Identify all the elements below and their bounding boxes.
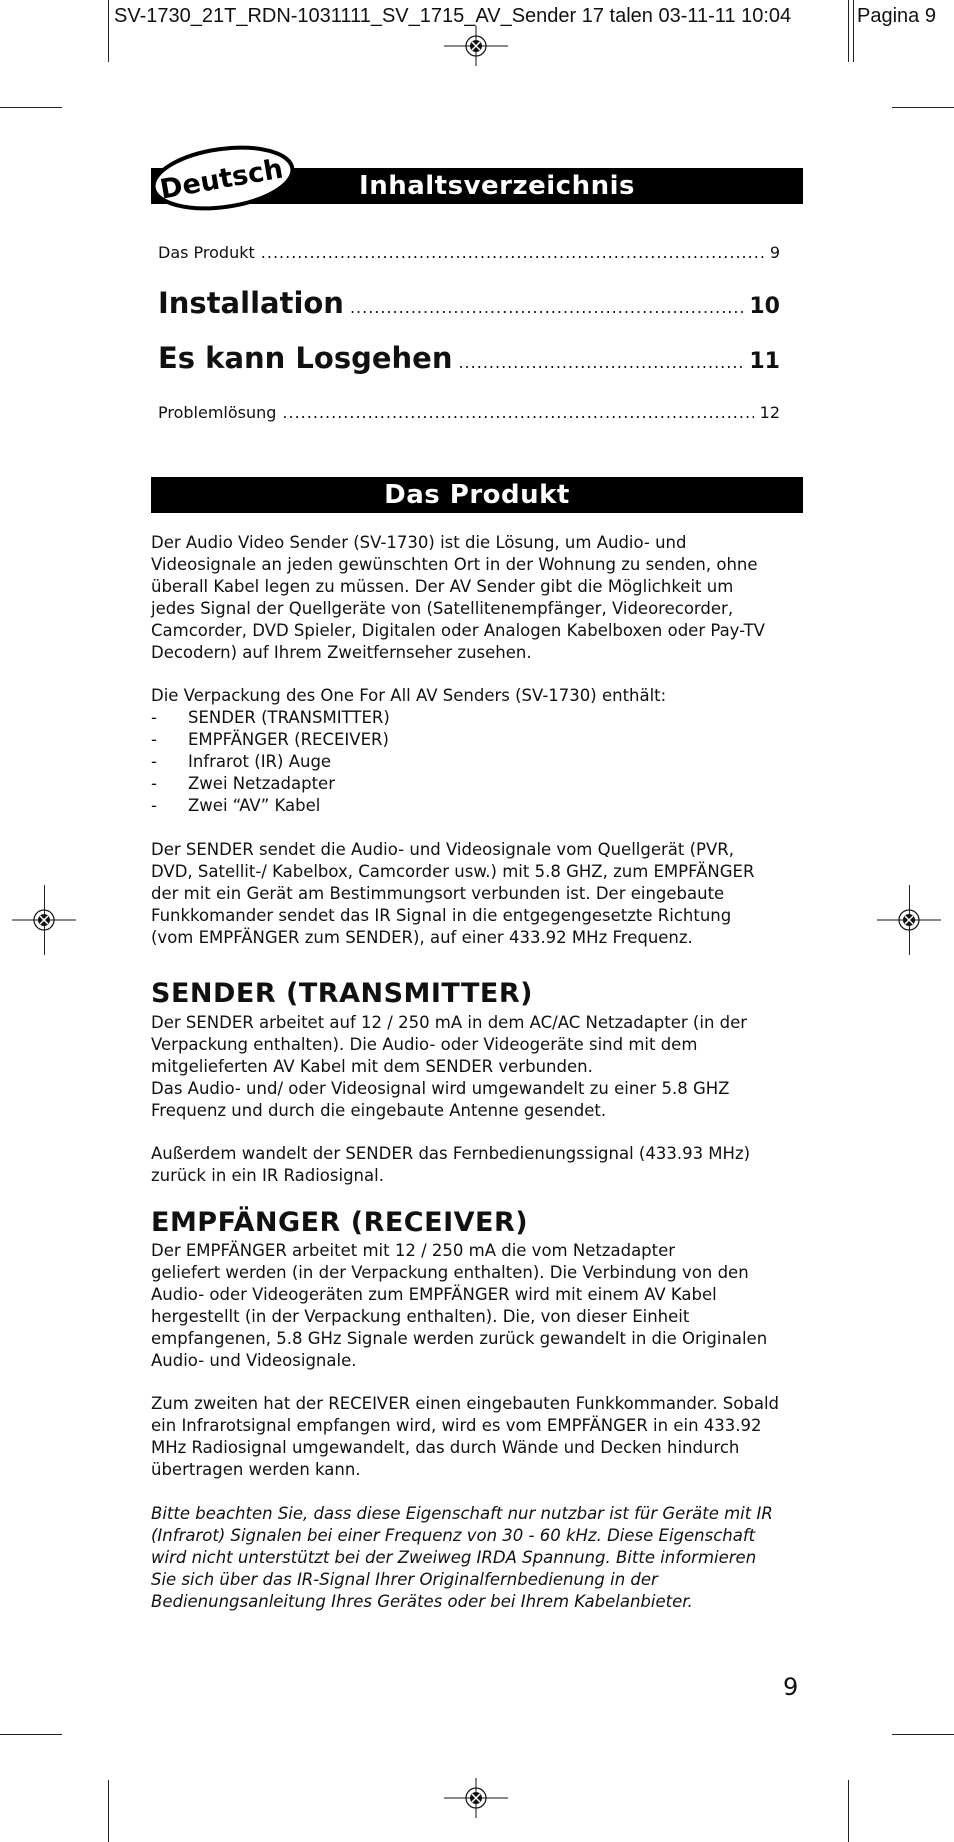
bullet: -	[151, 708, 157, 727]
toc-leader	[350, 298, 743, 317]
toc-entry[interactable]	[158, 243, 780, 262]
crop-line	[0, 1734, 62, 1735]
page-number: 9	[783, 1673, 799, 1701]
sender-heading: SENDER (TRANSMITTER)	[151, 978, 533, 1009]
text-line: Der EMPFÄNGER arbeitet mit 12 / 250 mA die vom Netzadapter	[151, 1241, 676, 1260]
list-item-text: EMPFÄNGER (RECEIVER)	[188, 730, 389, 749]
text-line: Außerdem wandelt der SENDER das Fernbedienungssignal (433.93 MHz)	[151, 1144, 751, 1163]
toc-entry-label: Es kann Losgehen	[158, 341, 453, 375]
toc-leader	[261, 243, 764, 262]
registration-mark-icon	[444, 26, 508, 66]
text-line: wird nicht unterstützt bei der Zweiweg IRDA Spannung. Bitte informieren	[151, 1548, 757, 1567]
registration-mark-icon	[444, 1778, 508, 1818]
sender-para2	[151, 1143, 811, 1187]
list-item-text: Zwei “AV” Kabel	[188, 796, 321, 815]
list-item	[151, 795, 320, 817]
text-line: empfangenen, 5.8 GHz Signale werden zurück gewandelt in die Originalen	[151, 1329, 768, 1348]
slug-page: Pagina 9	[857, 5, 936, 27]
list-item	[151, 751, 331, 773]
text-line: mitgelieferten AV Kabel mit dem SENDER verbunden.	[151, 1057, 593, 1076]
text-line: Bitte beachten Sie, dass diese Eigenschaft nur nutzbar ist für Geräte mit IR	[151, 1504, 773, 1523]
language-badge	[150, 144, 296, 212]
toc-entry-page: 12	[759, 403, 780, 422]
text-line: Der SENDER arbeitet auf 12 / 250 mA in dem AC/AC Netzadapter (in der	[151, 1013, 748, 1032]
text-line: (Infrarot) Signalen bei einer Frequenz von 30 - 60 kHz. Diese Eigenschaft	[151, 1526, 756, 1545]
registration-mark-icon	[877, 900, 941, 940]
text-line: DVD, Satellit-/ Kabelbox, Camcorder usw.) mit 5.8 GHZ, zum EMPFÄNGER	[151, 862, 755, 881]
crop-line	[108, 1780, 109, 1842]
text-line: Der SENDER sendet die Audio- und Videosignale vom Quellgerät (PVR,	[151, 840, 734, 859]
receiver-note	[151, 1503, 811, 1613]
toc-leader	[282, 403, 753, 422]
crop-line	[853, 0, 854, 62]
toc-entry-label: Problemlösung	[158, 403, 277, 422]
crop-line	[892, 107, 954, 108]
text-line: zurück in ein IR Radiosignal.	[151, 1166, 384, 1185]
bullet: -	[151, 752, 157, 771]
text-line: Audio- und Videosignale.	[151, 1351, 357, 1370]
text-line: Zum zweiten hat der RECEIVER einen eingebauten Funkkommander. Sobald	[151, 1394, 780, 1413]
list-item-text: Zwei Netzadapter	[188, 774, 335, 793]
text-line: hergestellt (in der Verpackung enthalten). Die, von dieser Einheit	[151, 1307, 690, 1326]
text-line: übertragen werden kann.	[151, 1460, 361, 1479]
text-line: jedes Signal der Quellgeräte von (Satellitenempfänger, Videorecorder,	[151, 599, 734, 618]
toc-entry[interactable]	[158, 286, 780, 320]
receiver-para2	[151, 1393, 811, 1481]
text-line: Funkkomander sendet das IR Signal in die entgegengesetzte Richtung	[151, 906, 732, 925]
text-line: Das Audio- und/ oder Videosignal wird umgewandelt zu einer 5.8 GHZ	[151, 1079, 730, 1098]
text-line: Bedienungsanleitung Ihres Gerätes oder bei Ihrem Kabelanbieter.	[151, 1592, 693, 1611]
sender-para1	[151, 1012, 811, 1122]
how-it-works	[151, 839, 811, 949]
text-line: Camcorder, DVD Spieler, Digitalen oder Analogen Kabelboxen oder Pay-TV	[151, 621, 765, 640]
list-item-text: SENDER (TRANSMITTER)	[188, 708, 390, 727]
list-item	[151, 773, 335, 795]
crop-line	[0, 107, 62, 108]
bullet: -	[151, 774, 157, 793]
toc-entry-page: 9	[769, 243, 780, 262]
product-title: Das Produkt	[384, 480, 570, 510]
package-intro: Die Verpackung des One For All AV Senders (SV-1730) enthält:	[151, 686, 667, 705]
text-line: Verpackung enthalten). Die Audio- oder Videogeräte sind mit dem	[151, 1035, 698, 1054]
text-line: MHz Radiosignal umgewandelt, das durch Wände und Decken hindurch	[151, 1438, 740, 1457]
crop-line	[892, 1734, 954, 1735]
bullet: -	[151, 796, 157, 815]
toc-entry[interactable]	[158, 403, 780, 422]
toc-entry-page: 10	[749, 294, 780, 319]
crop-line	[848, 1780, 849, 1842]
language-badge-label: Deutsch	[157, 153, 286, 206]
product-intro	[151, 532, 811, 664]
list-item	[151, 707, 390, 729]
text-line: geliefert werden (in der Verpackung enthalten). Die Verbindung von den	[151, 1263, 749, 1282]
text-line: Sie sich über das IR-Signal Ihrer Originalfernbedienung in der	[151, 1570, 658, 1589]
print-slug	[108, 0, 954, 62]
list-item-text: Infrarot (IR) Auge	[188, 752, 332, 771]
text-line: Videosignale an jeden gewünschten Ort in der Wohnung zu senden, ohne	[151, 555, 758, 574]
toc-leader	[458, 353, 743, 372]
crop-line	[848, 0, 849, 62]
receiver-heading: EMPFÄNGER (RECEIVER)	[151, 1207, 529, 1238]
crop-line	[108, 0, 109, 62]
list-item	[151, 729, 389, 751]
text-line: Audio- oder Videogeräten zum EMPFÄNGER wird mit einem AV Kabel	[151, 1285, 717, 1304]
text-line: der mit ein Gerät am Bestimmungsort verbunden ist. Der eingebaute	[151, 884, 725, 903]
toc-entry[interactable]	[158, 341, 780, 375]
text-line: (vom EMPFÄNGER zum SENDER), auf einer 433.92 MHz Frequenz.	[151, 928, 693, 947]
text-line: Frequenz und durch die eingebaute Antenne gesendet.	[151, 1101, 607, 1120]
registration-mark-icon	[12, 900, 76, 940]
toc-entry-label: Installation	[158, 286, 344, 320]
text-line: überall Kabel legen zu müssen. Der AV Sender gibt die Möglichkeit um	[151, 577, 734, 596]
toc-entry-label: Das Produkt	[158, 243, 255, 262]
toc-entry-page: 11	[749, 349, 780, 374]
text-line: ein Infrarotsignal empfangen wird, wird es vom EMPFÄNGER in ein 433.92	[151, 1416, 762, 1435]
text-line: Decodern) auf Ihrem Zweitfernseher zusehen.	[151, 643, 532, 662]
receiver-para1	[151, 1240, 811, 1372]
text-line: Der Audio Video Sender (SV-1730) ist die Lösung, um Audio- und	[151, 533, 687, 552]
product-title-banner	[151, 477, 803, 513]
slug-filename: SV-1730_21T_RDN-1031111_SV_1715_AV_Sender 17 talen 03-11-11 10:04	[114, 5, 792, 27]
toc-title: Inhaltsverzeichnis	[359, 171, 635, 201]
bullet: -	[151, 730, 157, 749]
